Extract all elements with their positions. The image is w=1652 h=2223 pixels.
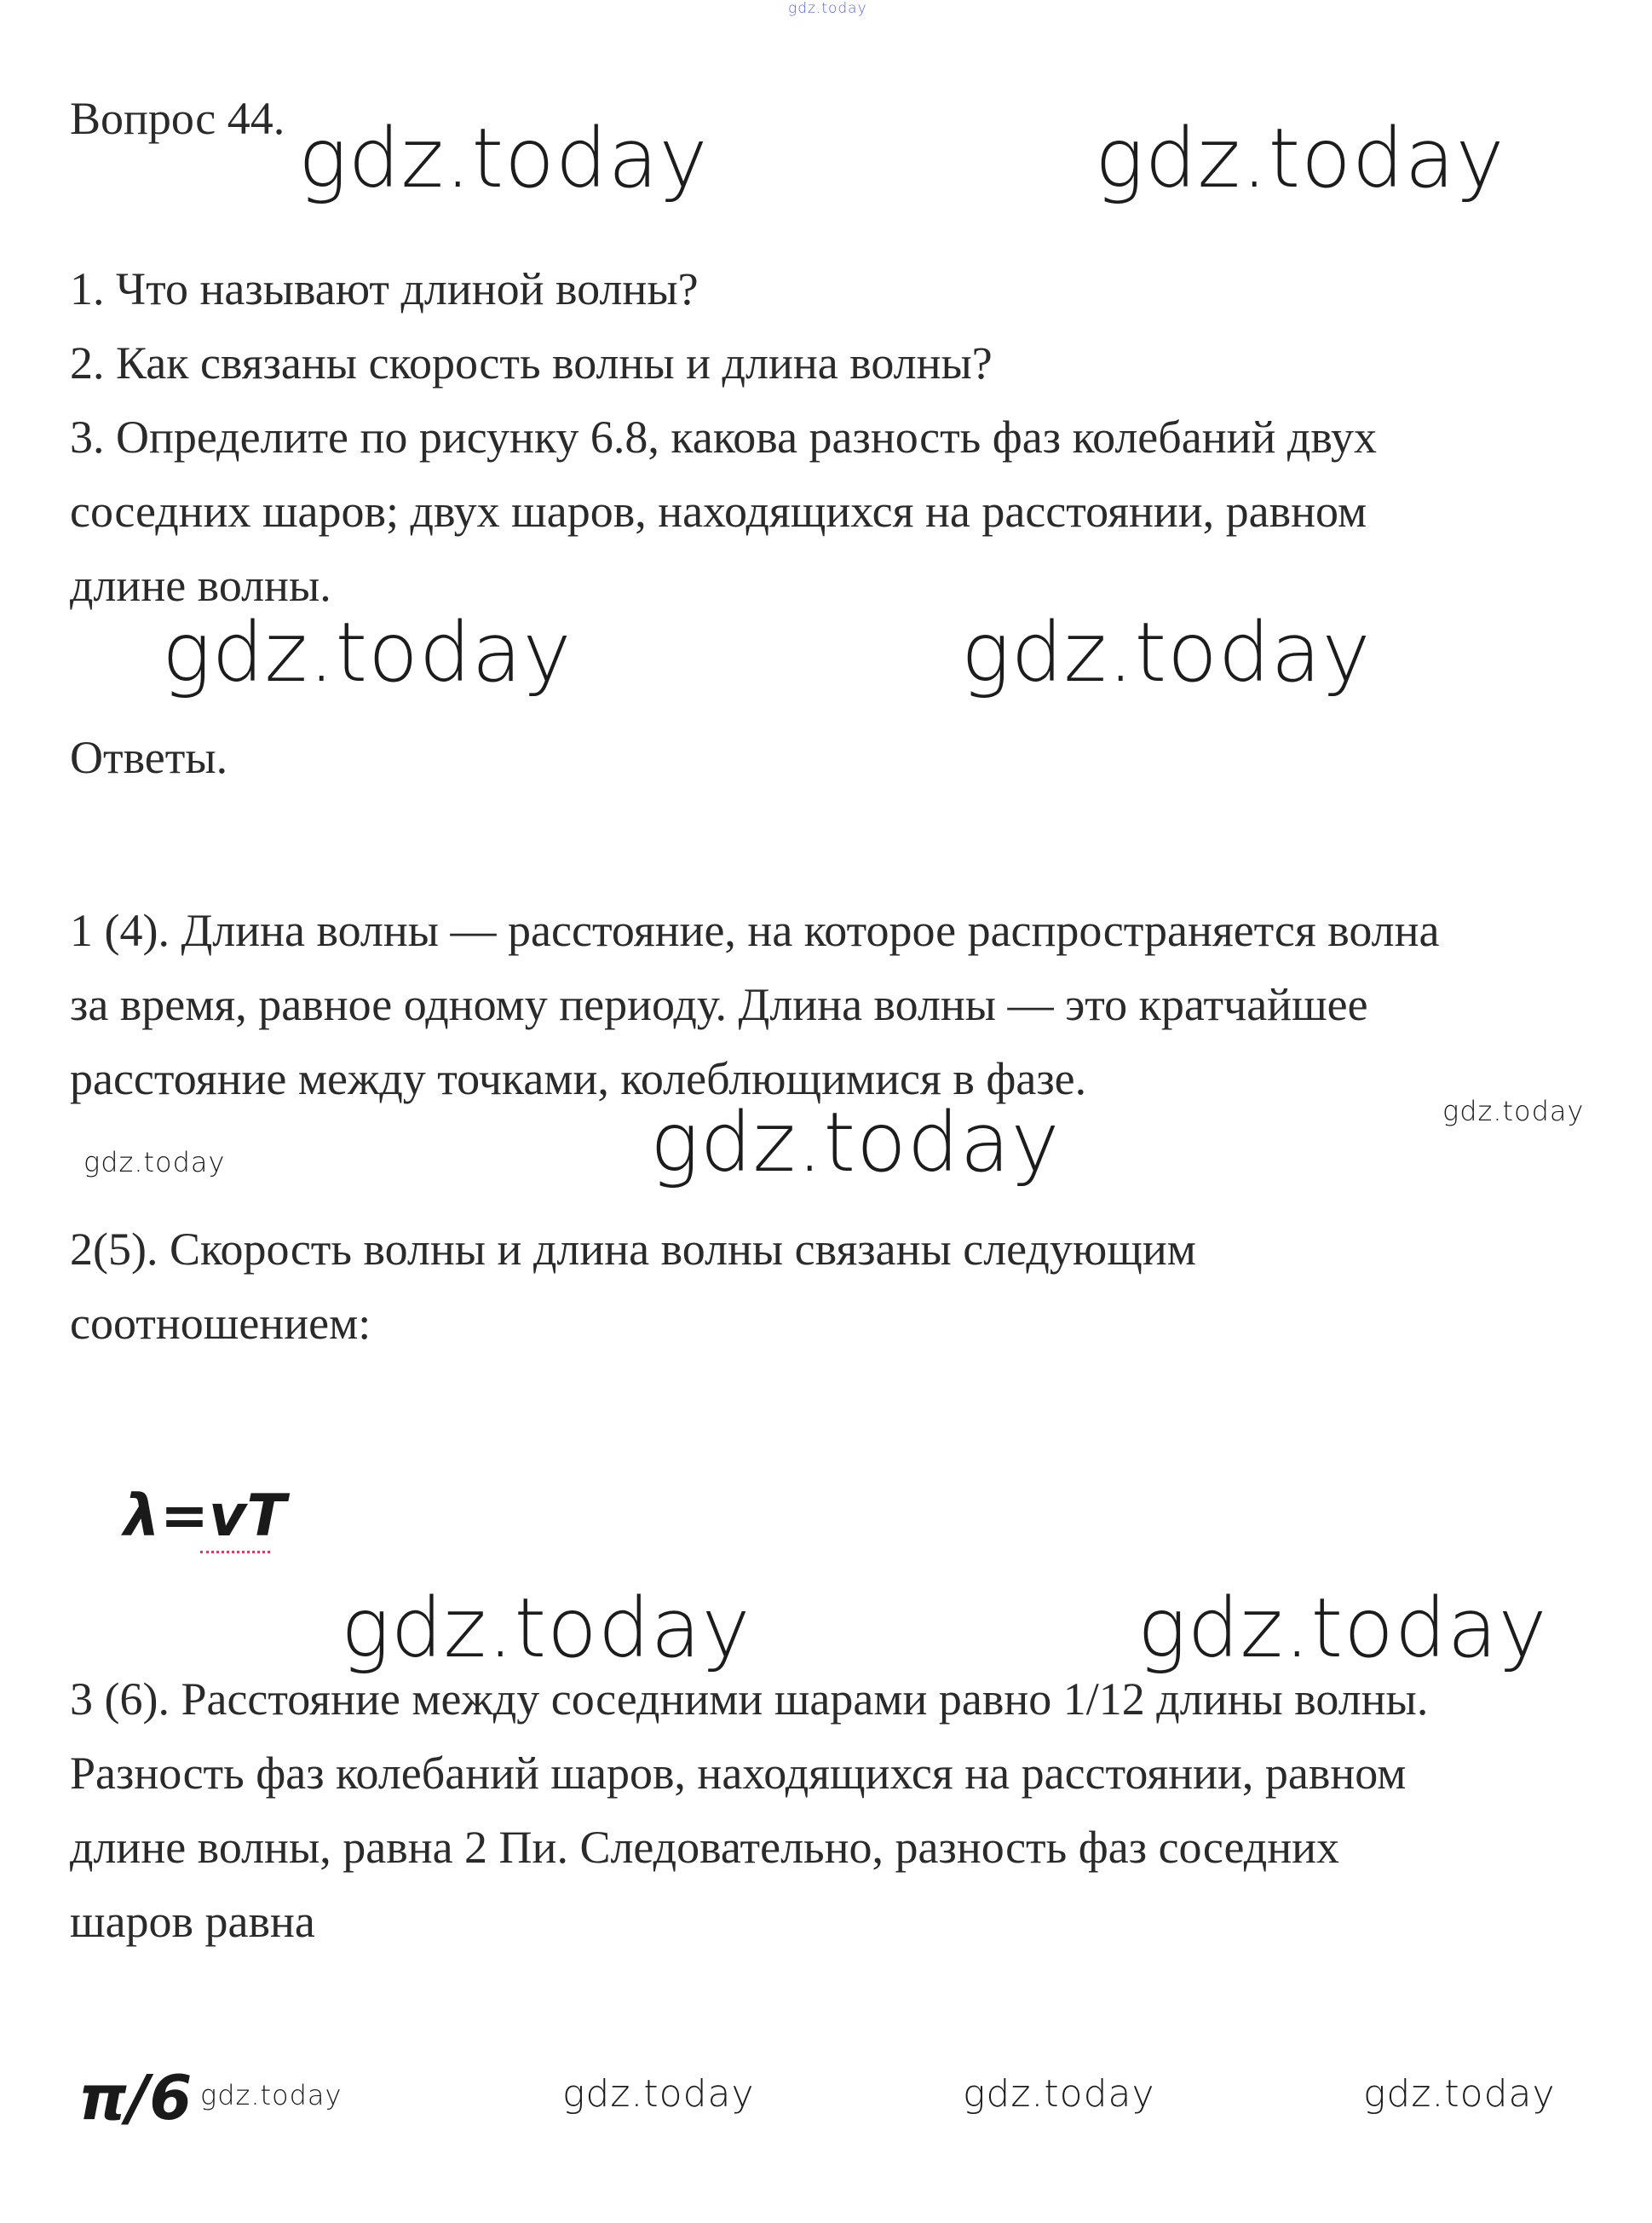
watermark: gdz.today [562, 2072, 755, 2116]
watermark: gdz.today [162, 605, 573, 700]
watermark: gdz.today [1095, 111, 1505, 206]
watermark: gdz.today [298, 111, 709, 206]
watermark: gdz.today [1363, 2072, 1556, 2116]
watermark: gdz.today [650, 1095, 1061, 1190]
watermark: gdz.today [963, 2072, 1155, 2116]
answer-line: 2(5). Скорость волны и длина волны связаны следующим [70, 1224, 1196, 1275]
watermark: gdz.today [341, 1581, 751, 1676]
answer-line: 1 (4). Длина волны — расстояние, на которое распространяется волна [70, 905, 1440, 956]
formula-phase-difference: π/6 [78, 2062, 193, 2134]
answer-line: Разность фаз колебаний шаров, находящихся на расстоянии, равном [70, 1748, 1407, 1799]
question-title: Вопрос 44. [70, 93, 285, 144]
formula-underline [200, 1551, 270, 1553]
watermark: gdz.today [83, 1146, 226, 1178]
answer-line: за время, равное одному периоду. Длина волны — это кратчайшее [70, 979, 1368, 1030]
answer-line: 3 (6). Расстояние между соседними шарами равно 1/12 длины волны. [70, 1673, 1429, 1725]
watermark: gdz.today [1442, 1095, 1585, 1127]
question-line: 2. Как связаны скорость волны и длина волны? [70, 337, 993, 389]
watermark-top: gdz.today [788, 0, 867, 17]
question-line: 3. Определите по рисунку 6.8, какова разность фаз колебаний двух [70, 412, 1378, 463]
watermark: gdz.today [200, 2079, 342, 2111]
question-line: соседних шаров; двух шаров, находящихся на расстоянии, равном [70, 486, 1367, 537]
answer-line: расстояние между точками, колеблющимися в фазе. [70, 1053, 1087, 1104]
answer-line: длине волны, равна 2 Пи. Следовательно, разность фаз соседних [70, 1822, 1340, 1873]
watermark: gdz.today [961, 605, 1372, 700]
watermark: gdz.today [1137, 1581, 1548, 1676]
answer-line: соотношением: [70, 1298, 371, 1349]
answers-heading: Ответы. [70, 732, 228, 783]
answer-line: шаров равна [70, 1896, 315, 1947]
formula-wavelength: λ=vT [124, 1483, 286, 1550]
question-line: 1. Что называют длиной волны? [70, 263, 699, 314]
question-line: длине волны. [70, 560, 331, 611]
